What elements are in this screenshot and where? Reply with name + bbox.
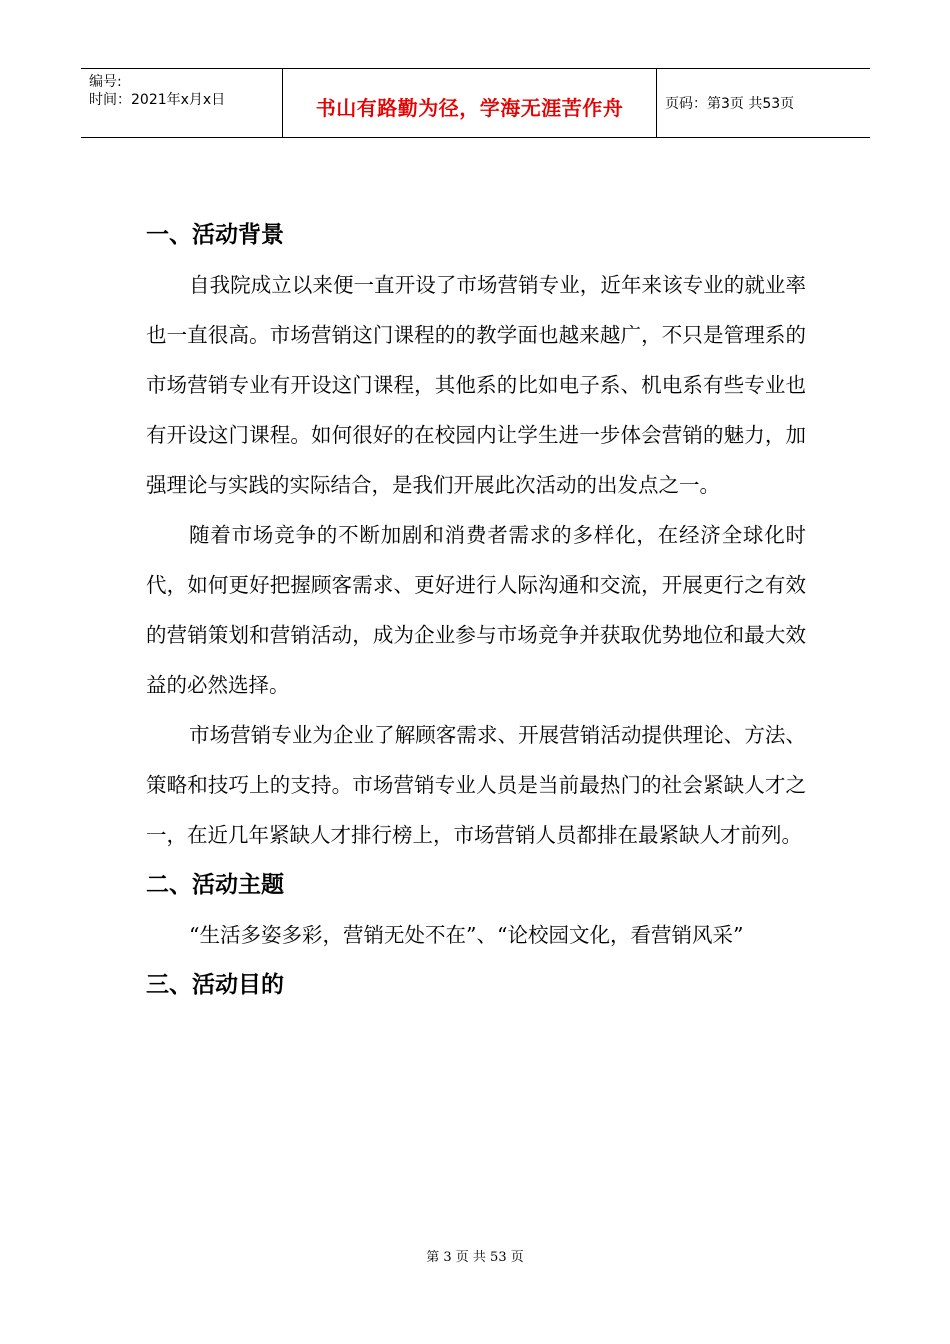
header-page-info: 页码：第3页 共53页 (665, 96, 795, 112)
background-paragraph-2: 随着市场竞争的不断加剧和消费者需求的多样化，在经济全球化时代，如何更好把握顾客需求、更好进行人际沟通和交流，开展更行之有效的营销策划和营销活动，成为企业参与市场竞争并获取优势地位和最大效益的必然选择。 (146, 523, 806, 697)
background-paragraph-1: 自我院成立以来便一直开设了市场营销专业，近年来该专业的就业率也一直很高。市场营销这门课程的的教学面也越来越广，不只是管理系的市场营销专业有开设这门课程，其他系的比如电子系、机电系有些专业也有开设这门课程。如何很好的在校园内让学生进一步体会营销的魅力，加强理论与实践的实际结合，是我们开展此次活动的出发点之一。 (146, 273, 806, 497)
header-motto-cell (282, 69, 657, 137)
document-header (81, 68, 870, 138)
page-footer: 第 3 页 共 53 页 (426, 1250, 524, 1265)
header-motto: 书山有路勤为径，学海无涯苦作舟 (315, 96, 624, 120)
section-heading-purpose: 三、活动目的 (146, 972, 284, 998)
theme-paragraph: “生活多姿多彩，营销无处不在”、“论校园文化，看营销风采” (189, 923, 744, 947)
background-paragraph-3: 市场营销专业为企业了解顾客需求、开展营销活动提供理论、方法、策略和技巧上的支持。市场营销专业人员是当前最热门的社会紧缺人才之一，在近几年紧缺人才排行榜上，市场营销人员都排在最紧缺人才前列。 (146, 723, 806, 847)
header-meta-cell (81, 69, 282, 137)
section-heading-theme: 二、活动主题 (146, 872, 284, 898)
header-page-cell (656, 69, 870, 137)
document-number-label: 编号: (89, 74, 122, 90)
document-body (146, 210, 806, 1010)
document-time-label: 时间：2021年x月x日 (89, 92, 226, 108)
section-heading-background: 一、活动背景 (146, 222, 284, 248)
